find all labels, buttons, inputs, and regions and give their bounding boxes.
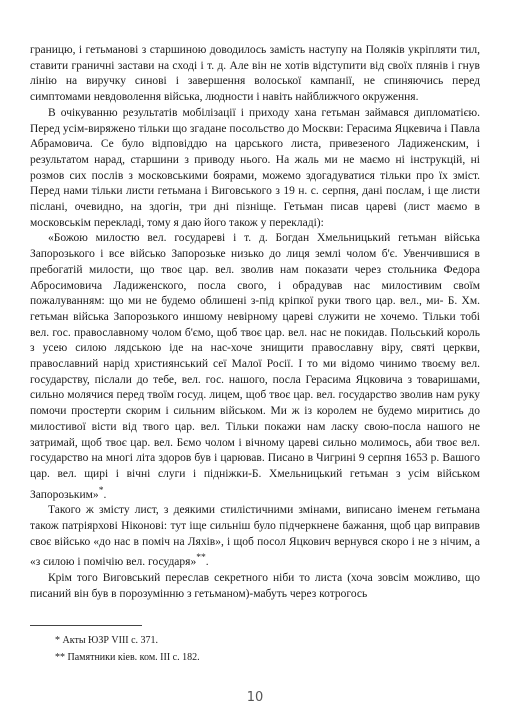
footnote-marker-1: * [98, 484, 104, 496]
page-number: 10 [246, 690, 264, 705]
paragraph-2: В очікуванню результатів мобілізації і приходу хана гетьман займався дипломатією. Перед усім-виряжено тільки що згадане посольство до Москви: Герасима Яцкевича і Павла Абрамовича. Се було відповіддю на царського листа, привезеного Ладиженским, і результатом нарад, старшини з приводу нього. На жаль ми не маємо ні інструкцій, ні розмов сих послів з московськими боярами, можемо здогадуватися тільки про їх зміст. Перед нами тільки листи гетьмана і Виговського з 19 н. с. серпня, дані послам, і ще листи післані, очевидно, на здогін, три дні пізніще. Гетьман писав цареві (лист маємо в московськім перекладі, тому я даю його також у перекладі): [30, 106, 480, 229]
paragraph-4: Крім того Виговський переслав секретного ніби то листа (хоча зовсім можливо, що писаний він був в порозумінню з гетьманом)-мабуть через котрогось [30, 571, 480, 600]
footnote-2: ** Памятники кіев. ком. III с. 182. [55, 652, 200, 663]
letter-quote-text: «Божою милостю вел. государеві і т. д. Богдан Хмельницький гетьман війська Запорозького і все військо Запорозьке низько до лиця землі чолом б'є. Увенчившися в пребогатій милости, що твоє цар. вел. зволив нам показати через стольника Федора Абросимовича Ладиженского, посла свого, і обрадував нас милостивим своїм пожалуванням: що ми не будемо облишені з-під кріпкої руки твого цар. вел., ми- Б. Хм. гетьман війська Запорозького иншому невірному цареві служити не хочемо. Тільки тобі вел. гос. православному чолом б'ємо, щоб твоє цар. вел. нас не покидав. Польський король з усею силою лядською іде на нас-хоче знищити православну віру, святі церкви, православний нарід християнський сеї Малої Росії. І то ми відомо чинимо твоєму вел. государству, післали до тебе, вел. гос. нашого, посла Герасима Яцковича з товаришами, сильно молячися перед твоїм госуд. лицем, щоб твоє цар. вел. государство зволив нам руку помочи простерти скорим і сильним військом. Ми ж із королем не будемо миритись до милостивої вісти від твого цар. вел. Тільки покажи нам ласку свою-посла нашого не затримай, щоб твоє цар. вел. Бємо чолом і вічному цареві сильно молимось, аби твоє вел. государство на многі літа здоров був і царював. Писано в Чигрині 9 серпня 1653 р. Вашого цар. вел. щирі і вічні слуги і підніжки-Б. Хмельницький гетьман з усім військом Запорозьким» [30, 232, 480, 501]
paragraph-3-text: Такого ж змісту лист, з деякими стилістичними змінами, виписано іменем гетьмана також патріярхові Ніконові: тут іще сильніш було підчеркнене бажання, щоб цар виправив своє військо «до нас в поміч на Ляхів», і щоб посол Яцкович вернувся скоро і не з нічим, а «з силою і помічію вел. государя» [30, 504, 480, 569]
footnotes [55, 632, 200, 666]
footnote-marker-2: ** [196, 552, 206, 564]
paragraph-1: границю, і гетьманові з старшиною доводилось замість наступу на Поляків укріпляти тил, ставити граничні застави на сході і т. д. Але він не хотів відступити від своїх плянів і гнув лінію на виручку синові і завершення волоської кампанії, не спиняючись перед симптомами невдоволення війська, людности і навіть найближчого окруження. [30, 44, 480, 104]
body-text [30, 43, 480, 602]
letter-quote: «Божою милостю вел. государеві і т. д. Богдан Хмельницький гетьман війська Запорозького і все військо Запорозьке низько до лиця землі чолом б'є. Увенчившися в пребогатій милости, що твоє цар. вел. зволив нам показати через стольника Федора Абросимовича Ладиженского, посла свого, і обрадував нас милостивим своїм пожалуванням: що ми не будемо облишені з-під кріпкої руки твого цар. вел., ми- Б. Хм. гетьман війська Запорозького иншому невірному цареві служити не хочемо. Тільки тобі вел. гос. православному чолом б'ємо, щоб твоє цар. вел. нас не покидав. Польський король з усею силою лядською іде на нас-хоче знищити православну віру, святі церкви, православний нарід християнський сеї Малої Росії. І то ми відомо чинимо твоєму вел. государству, післали до тебе, вел. гос. нашого, посла Герасима Яцковича з товаришами, сильно молячися перед твоїм госуд. лицем, щоб твоє цар. вел. государство зволив нам руку помочи простерти скорим і сильним військом. Ми ж із королем не будемо миритись до милостивої вісти від твого цар. вел. Тільки покажи нам ласку свою-посла нашого не затримай, щоб твоє цар. вел. Бємо чолом і вічному цареві сильно молимось, аби твоє вел. государство на многі літа здоров був і царював. Писано в Чигрині 9 серпня 1653 р. Вашого цар. вел. щирі і вічні слуги і підніжки-Б. Хмельницький гетьман з усім військом Запорозьким»*. [30, 232, 480, 501]
paragraph-3: Такого ж змісту лист, з деякими стилістичними змінами, виписано іменем гетьмана також патріярхові Ніконові: тут іще сильніш було підчеркнене бажання, щоб цар виправив своє військо «до нас в поміч на Ляхів», і щоб посол Яцкович вернувся скоро і не з нічим, а «з силою і помічію вел. государя»**. [30, 504, 480, 569]
footnote-divider [30, 625, 142, 626]
footnote-1: * Акты ЮЗР VIII с. 371. [55, 635, 159, 646]
